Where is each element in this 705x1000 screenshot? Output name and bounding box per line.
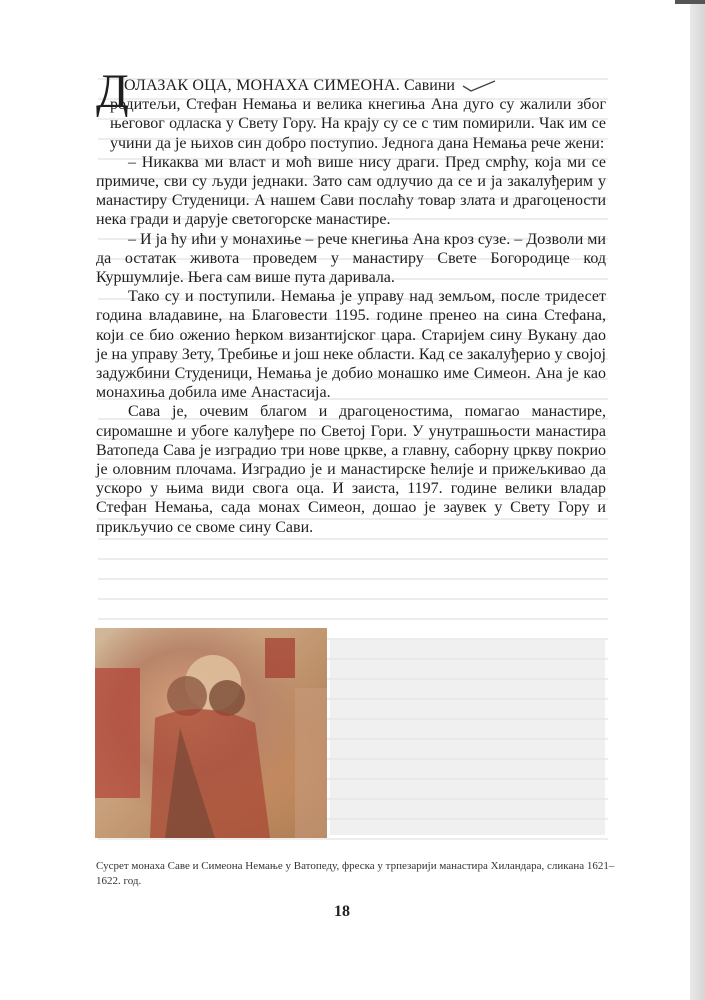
section-title: ОЛАЗАК ОЦА, МОНАХА СИМЕОНА. bbox=[124, 77, 400, 94]
page-number: 18 bbox=[334, 903, 350, 920]
lead-in-word: Савини bbox=[403, 77, 455, 94]
paragraph-2: – Никаква ми власт и моћ више нису драги. Пред смрћу, која ми се примиче, сви су људи једнаки. Зато сам одлучио да се и ја закалуђерим у манастиру Студеници. А нашем Сави послаћу товар злата и драгоцености нека гради и дарује светогорске манастире. bbox=[96, 153, 606, 229]
paragraph-5: Сава је, очевим благом и драгоценостима, помагао манастире, сиромашне и убоге калуђере по Светој Гори. У унутрашњости манастира Ватопеда Сава је изградио три нове цркве, а главну, саборну цркву покрио је оловним плочама. Изградио је и манастирске ћелије и прижељкивао да ускоро у њима види свога оца. И заиста, 1197. године велики владар Стефан Немања, сада монах Симеон, дошао је заувек у Свету Гору и прикључио се своме сину Сави. bbox=[96, 403, 606, 536]
image-caption: Сусрет монаха Саве и Симеона Немање у Ватопеду, фреска у трпезарији манастира Хиландара, сликана 1621–1622. год. bbox=[96, 860, 615, 887]
fresco-figures-icon bbox=[95, 628, 327, 838]
fresco-image bbox=[95, 628, 327, 838]
bleed-through-image bbox=[330, 640, 605, 835]
paragraph-1: родитељи, Стефан Немања и велика кнегиња Ана дуго су жалили због његовог одласка у Свету Гору. На крају су се с тим помирили. Чак им се учини да је њихов син добро поступио. Једнога дана Немања рече жени: bbox=[110, 96, 606, 152]
page-edge bbox=[690, 0, 705, 1000]
drop-cap: Д bbox=[96, 65, 129, 118]
paragraph-3: – И ја ћу ићи у монахиње – рече кнегиња Ана кроз сузе. – Дозволи ми да остатак живота проведем у манастиру Свете Богородице код Куршумлије. Њега сам више пута даривала. bbox=[96, 230, 606, 287]
heading-line bbox=[96, 65, 606, 118]
article-body bbox=[96, 65, 606, 537]
pen-mark-icon bbox=[459, 79, 499, 93]
paragraph-4: Тако су и поступили. Немања је управу над земљом, после тридесет година владавине, на Благовести 1195. године пренео на сина Стефана, који се био оженио ћерком византијског цара. Старијем сину Вукану дао је на управу Зету, Требиње и још неке области. Кад се закалуђерио у својој задужбини Студеници, Немања је добио монашко име Симеон. Ана је као монахиња добила име Анастасија. bbox=[96, 288, 606, 402]
binding-mark bbox=[675, 0, 705, 4]
